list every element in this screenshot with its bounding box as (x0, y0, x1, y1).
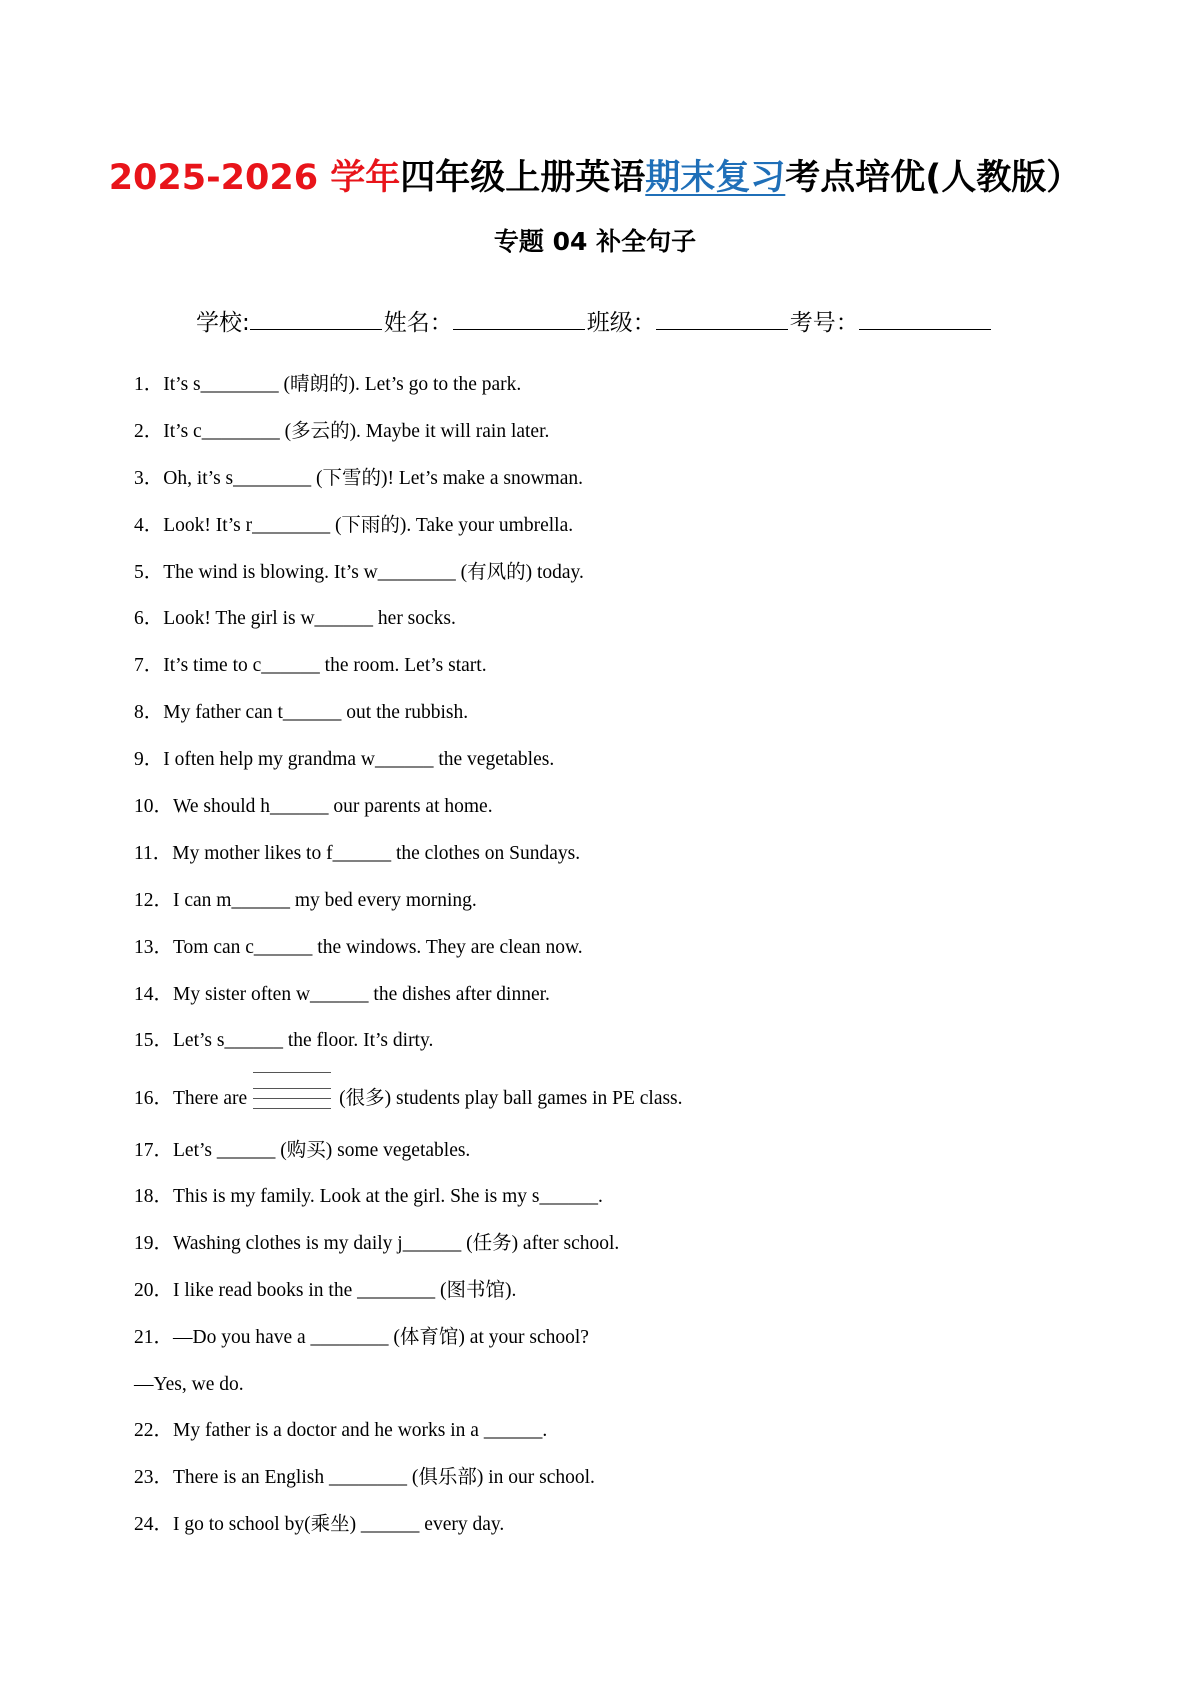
question-12: 12．I can m______ my bed every morning. (134, 890, 477, 911)
question-16-before: 16．There are (134, 1088, 248, 1109)
page-subtitle: 专题 04 补全句子 (493, 227, 697, 256)
question-13: 13．Tom can c______ the windows. They are clean now. (134, 937, 583, 958)
name-label: 姓名： (383, 310, 453, 336)
question-11: 11．My mother likes to f______ the clothes on Sundays. (134, 843, 581, 864)
question-4: 4．Look! It’s r________ (下雨的). Take your umbrella. (134, 515, 574, 536)
question-5: 5．The wind is blowing. It’s w________ (有风的) today. (134, 562, 584, 583)
question-16-after: (很多) students play ball games in PE class. (339, 1088, 683, 1109)
question-8: 8．My father can t______ out the rubbish. (134, 702, 469, 723)
exam-no-blank[interactable] (859, 309, 991, 330)
title-xuenian: 学年 (330, 158, 401, 198)
question-9: 9．I often help my grandma w______ the vegetables. (134, 749, 555, 770)
question-15: 15．Let’s s______ the floor. It’s dirty. (134, 1030, 434, 1051)
question-21-answer: —Yes, we do. (134, 1374, 244, 1395)
question-23: 23．There is an English ________ (俱乐部) in our school. (134, 1467, 595, 1488)
exam-no-label: 考号： (789, 310, 859, 336)
question-19: 19．Washing clothes is my daily j______ (任务) after school. (134, 1233, 620, 1254)
title-rest: 考点培优(人教版） (785, 158, 1082, 198)
school-blank[interactable] (250, 309, 382, 330)
question-7: 7．It’s time to c______ the room. Let’s start. (134, 655, 487, 676)
question-14: 14．My sister often w______ the dishes after dinner. (134, 984, 550, 1005)
name-blank[interactable] (453, 309, 585, 330)
class-label: 班级： (586, 310, 656, 336)
class-blank[interactable] (656, 309, 788, 330)
title-review: 期末复习 (645, 158, 786, 198)
question-18: 18．This is my family. Look at the girl. She is my s______. (134, 1186, 603, 1207)
title-grade: 四年级上册英语 (400, 158, 646, 198)
question-16 (134, 1084, 683, 1111)
school-label: 学校: (196, 310, 250, 336)
question-1: 1．It’s s________ (晴朗的). Let’s go to the park. (134, 374, 522, 395)
title-years: 2025-2026 (108, 158, 319, 198)
question-21: 21．—Do you have a ________ (体育馆) at your school? (134, 1327, 589, 1348)
question-20: 20．I like read books in the ________ (图书馆). (134, 1280, 517, 1301)
question-10: 10．We should h______ our parents at home. (134, 796, 493, 817)
question-3: 3．Oh, it’s s________ (下雪的)! Let’s make a snowman. (134, 468, 583, 489)
student-info-row (196, 304, 993, 337)
question-22: 22．My father is a doctor and he works in a ______. (134, 1420, 548, 1441)
page-title (0, 150, 1190, 200)
question-24: 24．I go to school by(乘坐) ______ every day. (134, 1514, 505, 1535)
question-2: 2．It’s c________ (多云的). Maybe it will rain later. (134, 421, 550, 442)
question-6: 6．Look! The girl is w______ her socks. (134, 608, 456, 629)
question-16-blank[interactable] (253, 1084, 331, 1104)
question-17: 17．Let’s ______ (购买) some vegetables. (134, 1140, 471, 1161)
